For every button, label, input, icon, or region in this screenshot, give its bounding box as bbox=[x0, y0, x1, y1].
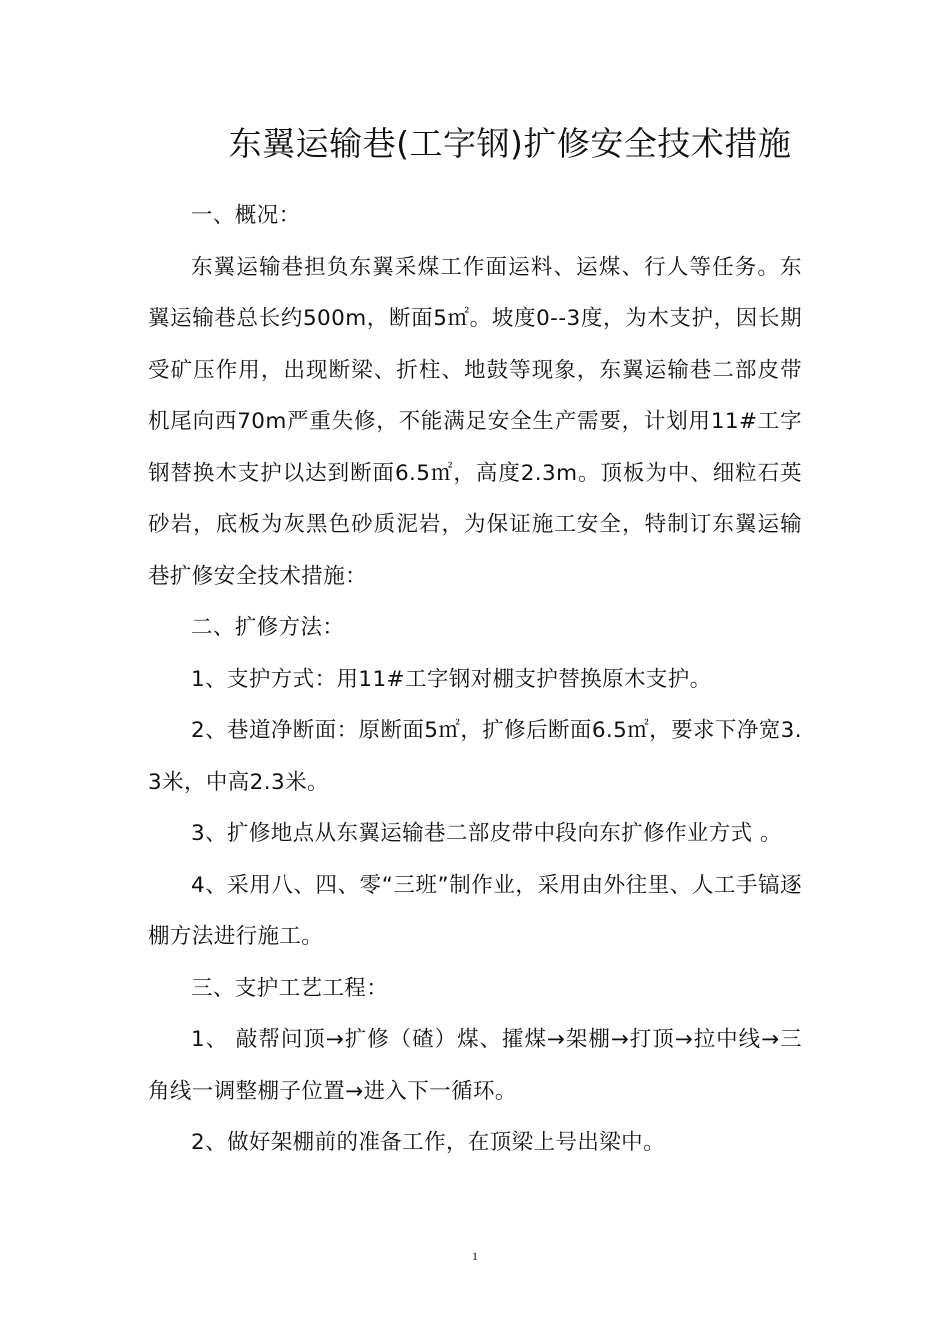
paragraph-method-1: 1、支护方式：用11#工字钢对棚支护替换原木支护。 bbox=[191, 666, 712, 692]
paragraph-process-1: 1、 敲帮问顶→扩修（碴）煤、攉煤→架棚→打顶→拉中线→三角线一调整棚子位置→进入下一循环。 bbox=[148, 1027, 802, 1104]
paragraph-method-2: 2、巷道净断面：原断面5㎡，扩修后断面6.5㎡，要求下净宽3.3米，中高2.3米。 bbox=[148, 718, 802, 795]
document-body bbox=[148, 190, 802, 1169]
document-title: 东翼运输巷(工字钢)扩修安全技术措施 bbox=[228, 124, 792, 163]
section-heading-method: 二、扩修方法： bbox=[191, 615, 345, 640]
section-heading-overview: 一、概况： bbox=[191, 203, 301, 228]
section-heading-process: 三、支护工艺工程： bbox=[191, 975, 389, 1001]
paragraph-method-4: 4、采用八、四、零“三班”制作业，采用由外往里、人工手镐逐棚方法进行施工。 bbox=[148, 872, 802, 949]
paragraph-method-3: 3、扩修地点从东翼运输巷二部皮带中段向东扩修作业方式 。 bbox=[191, 821, 782, 846]
paragraph-process-2: 2、做好架棚前的准备工作，在顶梁上号出梁中。 bbox=[191, 1130, 665, 1155]
page-number: 1 bbox=[472, 1249, 478, 1263]
paragraph-overview: 东翼运输巷担负东翼采煤工作面运料、运煤、行人等任务。东翼运输巷总长约500m，断面5㎡。坡度0--3度，为木支护，因长期受矿压作用，出现断梁、折柱、地鼓等现象，东翼运输巷二部皮带机尾向西70m严重失修，不能满足安全生产需要，计划用11#工字钢替换木支护以达到断面6.5㎡，高度2.3m。顶板为中、细粒石英砂岩，底板为灰黑色砂质泥岩，为保证施工安全，特制订东翼运输巷扩修安全技术措施： bbox=[148, 254, 802, 589]
